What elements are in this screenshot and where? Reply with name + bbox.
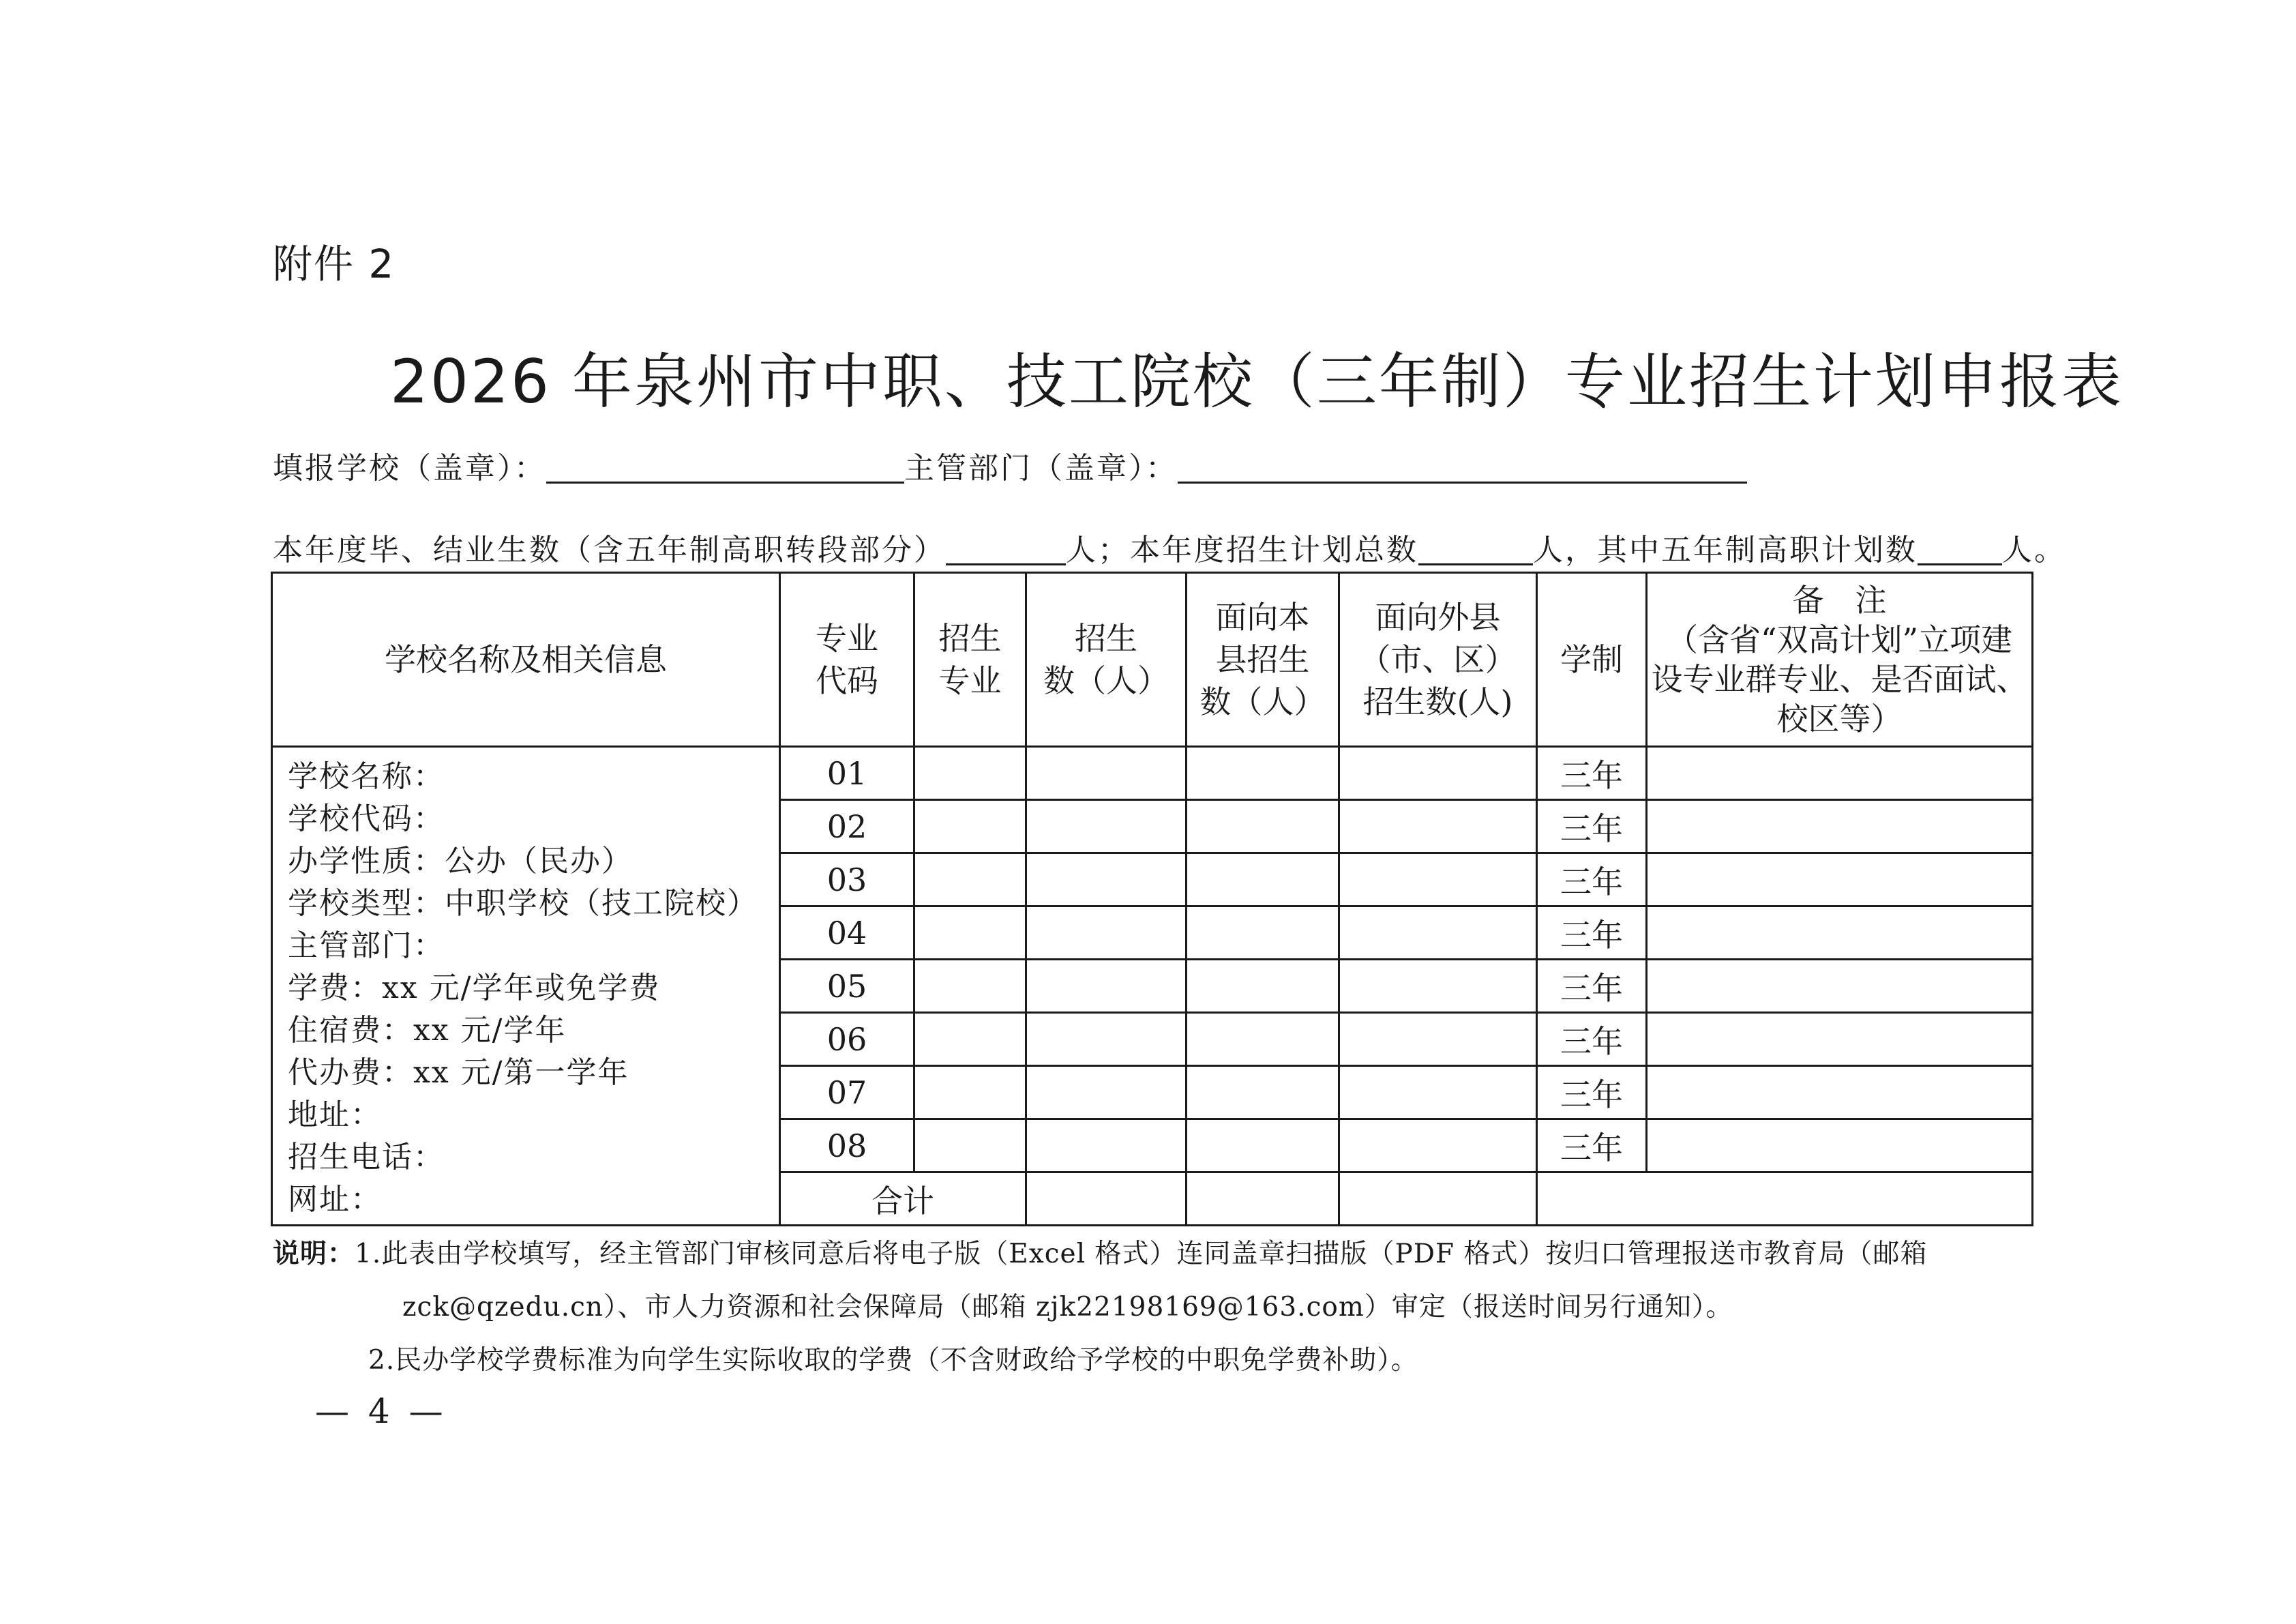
header-row <box>272 573 2033 747</box>
total-label: 合计 <box>780 1172 1026 1226</box>
note-1-line-1 <box>273 1228 1927 1281</box>
info-authority: 主管部门： <box>288 928 445 963</box>
enrollment-cell[interactable] <box>1026 747 1187 800</box>
duration-cell: 三年 <box>1537 747 1647 800</box>
enrollment-cell[interactable] <box>1026 1066 1187 1119</box>
info-accommodation: 住宿费：xx 元/学年 <box>288 1013 567 1048</box>
external-cell[interactable] <box>1339 1066 1537 1119</box>
header-external-enrollment: 面向外县 （市、区） 招生数(人) <box>1339 573 1537 747</box>
major-code-cell: 03 <box>780 853 914 906</box>
external-cell[interactable] <box>1339 747 1537 800</box>
fill-school-line <box>273 443 1747 487</box>
major-cell[interactable] <box>914 853 1026 906</box>
authority-blank[interactable] <box>1178 454 1747 484</box>
duration-cell: 三年 <box>1537 800 1647 853</box>
duration-cell: 三年 <box>1537 960 1647 1013</box>
table-row <box>272 747 2033 800</box>
enrollment-cell[interactable] <box>1026 1013 1187 1066</box>
major-cell[interactable] <box>914 1119 1026 1172</box>
enrollment-cell[interactable] <box>1026 853 1187 906</box>
enrollment-cell[interactable] <box>1026 1119 1187 1172</box>
external-cell[interactable] <box>1339 960 1537 1013</box>
five-year-label: 人，其中五年制高职计划数 <box>1533 533 1918 567</box>
duration-cell: 三年 <box>1537 906 1647 960</box>
remarks-cell[interactable] <box>1647 1119 2033 1172</box>
local-cell[interactable] <box>1187 906 1339 960</box>
duration-cell: 三年 <box>1537 1013 1647 1066</box>
header-major: 招生 专业 <box>914 573 1026 747</box>
note-1-text: 1.此表由学校填写，经主管部门审核同意后将电子版（Excel 格式）连同盖章扫描版（PDF 格式）按归口管理报送市教育局（邮箱 <box>355 1239 1928 1269</box>
external-cell[interactable] <box>1339 906 1537 960</box>
fill-school-blank[interactable] <box>546 454 904 484</box>
notes-label: 说明： <box>273 1239 355 1269</box>
info-school-type: 学校类型：中职学校（技工院校） <box>288 886 758 921</box>
total-external-cell[interactable] <box>1339 1172 1537 1226</box>
info-website: 网址： <box>288 1182 382 1217</box>
header-major-code: 专业 代码 <box>780 573 914 747</box>
duration-cell: 三年 <box>1537 853 1647 906</box>
major-code-cell: 06 <box>780 1013 914 1066</box>
authority-label: 主管部门（盖章）： <box>904 451 1178 486</box>
major-cell[interactable] <box>914 1066 1026 1119</box>
plan-total-label: 人；本年度招生计划总数 <box>1066 533 1418 567</box>
info-phone: 招生电话： <box>288 1140 445 1175</box>
local-cell[interactable] <box>1187 1119 1339 1172</box>
note-2: 2.民办学校学费标准为向学生实际收取的学费（不含财政给予学校的中职免学费补助）。 <box>368 1345 1418 1376</box>
local-cell[interactable] <box>1187 1066 1339 1119</box>
local-cell[interactable] <box>1187 1013 1339 1066</box>
info-address: 地址： <box>288 1097 382 1132</box>
info-school-name: 学校名称： <box>288 759 445 794</box>
external-cell[interactable] <box>1339 800 1537 853</box>
remarks-cell[interactable] <box>1647 747 2033 800</box>
major-code-cell: 04 <box>780 906 914 960</box>
header-local-enrollment: 面向本 县招生 数（人） <box>1187 573 1339 747</box>
major-cell[interactable] <box>914 960 1026 1013</box>
five-year-blank[interactable] <box>1918 536 2002 565</box>
duration-cell: 三年 <box>1537 1119 1647 1172</box>
graduates-blank[interactable] <box>946 536 1066 565</box>
remarks-cell[interactable] <box>1647 853 2033 906</box>
graduates-line <box>273 525 2066 569</box>
major-code-cell: 08 <box>780 1119 914 1172</box>
external-cell[interactable] <box>1339 853 1537 906</box>
info-agency-fee: 代办费：xx 元/第一学年 <box>288 1055 629 1090</box>
header-remarks: 备 注 （含省“双高计划”立项建 设专业群专业、是否面试、 校区等） <box>1647 573 2033 747</box>
remarks-cell[interactable] <box>1647 1066 2033 1119</box>
major-cell[interactable] <box>914 1013 1026 1066</box>
notes-section <box>273 1228 1927 1387</box>
page-number: — 4 — <box>315 1391 447 1431</box>
major-code-cell: 05 <box>780 960 914 1013</box>
end-unit: 人。 <box>2002 533 2066 567</box>
major-code-cell: 02 <box>780 800 914 853</box>
local-cell[interactable] <box>1187 747 1339 800</box>
major-code-cell: 01 <box>780 747 914 800</box>
graduates-label: 本年度毕、结业生数（含五年制高职转段部分） <box>273 533 946 567</box>
enrollment-cell[interactable] <box>1026 906 1187 960</box>
major-cell[interactable] <box>914 800 1026 853</box>
page-title: 2026 年泉州市中职、技工院校（三年制）专业招生计划申报表 <box>390 346 2123 417</box>
duration-cell: 三年 <box>1537 1066 1647 1119</box>
local-cell[interactable] <box>1187 800 1339 853</box>
remarks-cell[interactable] <box>1647 906 2033 960</box>
external-cell[interactable] <box>1339 1013 1537 1066</box>
major-cell[interactable] <box>914 906 1026 960</box>
info-school-code: 学校代码： <box>288 801 445 836</box>
note-1-line-2: zck@qzedu.cn）、市人力资源和社会保障局（邮箱 zjk22198169@163.com）审定（报送时间另行通知）。 <box>402 1292 1733 1323</box>
info-tuition: 学费：xx 元/学年或免学费 <box>288 971 661 1005</box>
fill-school-label: 填报学校（盖章）： <box>273 451 546 486</box>
major-cell[interactable] <box>914 747 1026 800</box>
remarks-cell[interactable] <box>1647 1013 2033 1066</box>
remarks-cell[interactable] <box>1647 960 2033 1013</box>
info-school-nature: 办学性质：公办（民办） <box>288 844 633 879</box>
enrollment-cell[interactable] <box>1026 800 1187 853</box>
total-remarks-cell[interactable] <box>1537 1172 2033 1226</box>
total-enrollment-cell[interactable] <box>1026 1172 1187 1226</box>
external-cell[interactable] <box>1339 1119 1537 1172</box>
enrollment-cell[interactable] <box>1026 960 1187 1013</box>
plan-total-blank[interactable] <box>1418 536 1533 565</box>
remarks-cell[interactable] <box>1647 800 2033 853</box>
header-enrollment: 招生 数（人） <box>1026 573 1187 747</box>
header-duration: 学制 <box>1537 573 1647 747</box>
major-code-cell: 07 <box>780 1066 914 1119</box>
school-info-cell[interactable] <box>272 747 780 1226</box>
local-cell[interactable] <box>1187 960 1339 1013</box>
local-cell[interactable] <box>1187 853 1339 906</box>
attachment-label: 附件 2 <box>273 241 396 287</box>
enrollment-plan-table <box>271 572 2033 1226</box>
total-local-cell[interactable] <box>1187 1172 1339 1226</box>
header-school-info: 学校名称及相关信息 <box>272 573 780 747</box>
